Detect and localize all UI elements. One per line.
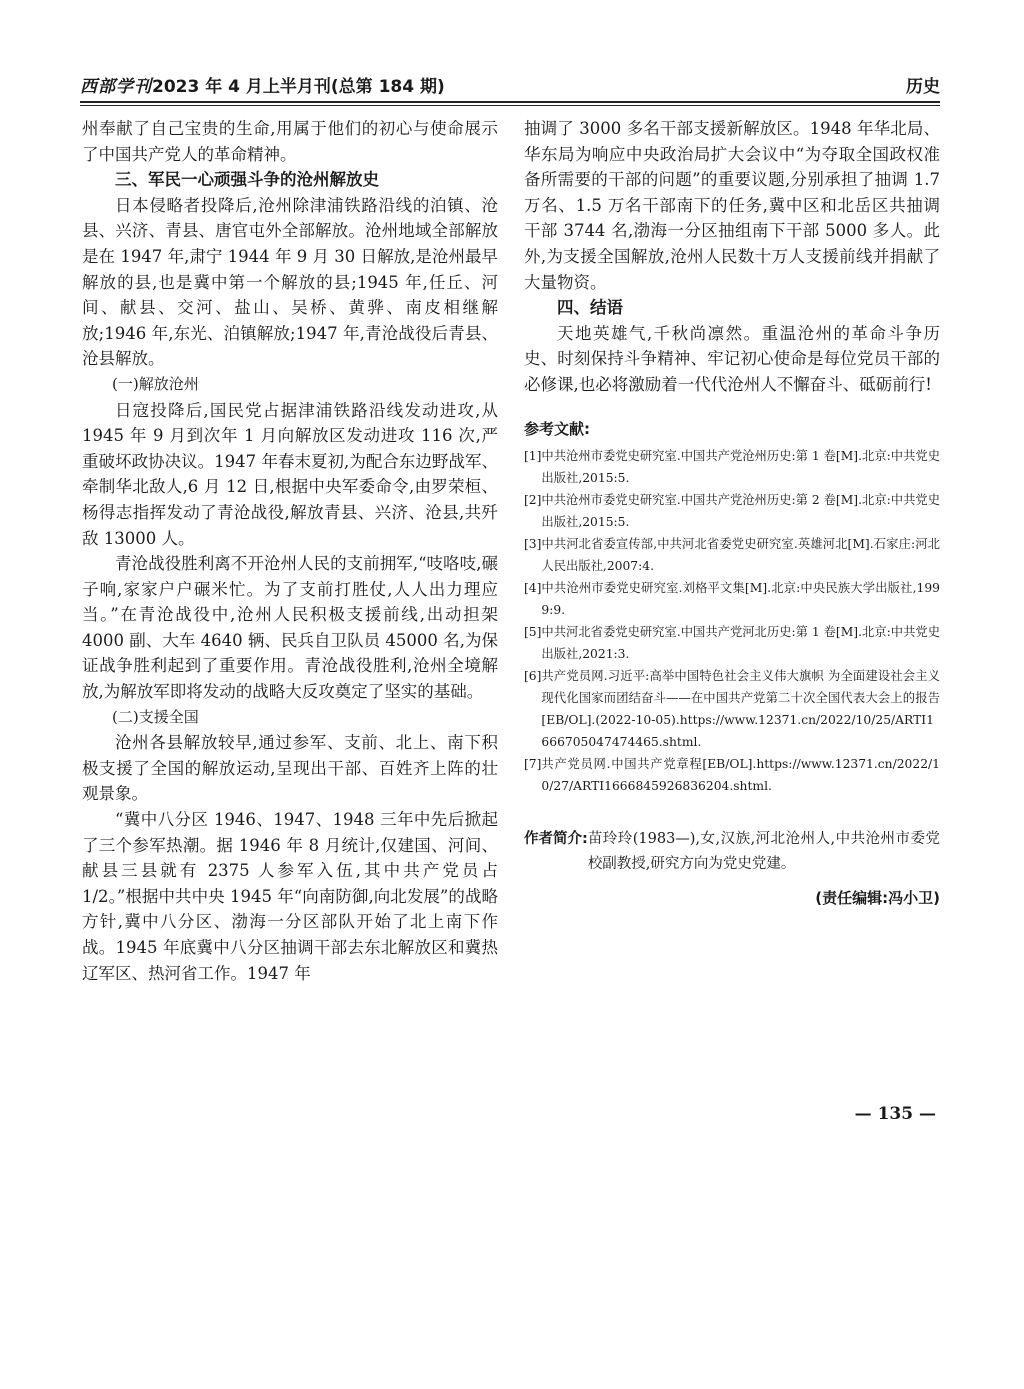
paragraph-intro: 日本侵略者投降后,沧州除津浦铁路沿线的泊镇、沧县、兴济、青县、唐官屯外全部解放。沧州地域全部解放是在 1947 年,肃宁 1944 年 9 月 30 日解放,是沧州最早解放的县,也是冀中第一个解放的县;1945 年,任丘、河间、献县、交河、盐山、吴桥、黄骅、南皮相继解放;1946 年,东光、泊镇解放;1947 年,青沧战役后青县、沧县解放。 <box>82 195 498 369</box>
header-rule-thick <box>80 101 940 103</box>
paragraph-continued: 州奉献了自己宝贵的生命,用属于他们的初心与使命展示了中国共产党人的革命精神。 <box>82 119 498 164</box>
reference-item <box>524 665 940 753</box>
reference-item <box>524 445 940 489</box>
left-column <box>82 116 498 986</box>
author-bio <box>524 827 940 877</box>
reference-text: 共产党员网.习近平:高举中国特色社会主义伟大旗帜 为全面建设社会主义现代化国家而团结奋斗——在中国共产党第二十次全国代表大会上的报告[EB/OL].(2022-10-05).https://www.12371.cn/2022/10/25/ARTI1666705047474465.shtml. <box>541 668 940 749</box>
journal-logo: 西部学刊 <box>80 77 152 97</box>
author-bio-label: 作者简介: <box>524 830 588 847</box>
reference-number: [1] <box>524 448 542 463</box>
author-bio-text: 苗玲玲(1983—),女,汉族,河北沧州人,中共沧州市委党校副教授,研究方向为党史党建。 <box>587 830 940 872</box>
reference-number: [6] <box>524 668 542 683</box>
paragraph-sub2-b: “冀中八分区 1946、1947、1948 三年中先后掀起了三个参军热潮。据 1946 年 8 月统计,仅建国、河间、献县三县就有 2375 人参军入伍,其中共产党员占 1/2。”根据中共中央 1945 年“向南防御,向北发展”的战略方针,冀中八分区、渤海一分区部队开始了北上南下作战。1945 年底冀中八分区抽调干部去东北解放区和冀热辽军区、热河省工作。1947 年 <box>82 810 498 983</box>
subsection-heading-1: (一)解放沧州 <box>112 374 199 393</box>
paragraph-continued: 抽调了 3000 多名干部支援新解放区。1948 年华北局、华东局为响应中央政治局扩大会议中“为夺取全国政权准备所需要的干部的问题”的重要议题,分别承担了抽调 1.7 万名、1.5 万名干部南下的任务,冀中区和北岳区共抽调干部 3744 名,渤海一分区抽组南下干部 5000 多人。此外,为支援全国解放,沧州人民数十万人支援前线并捐献了大量物资。 <box>524 119 940 292</box>
issue-info: 2023 年 4 月上半月刊(总第 184 期) <box>152 77 445 97</box>
subsection-heading-2: (二)支援全国 <box>112 707 199 726</box>
header-rule-thin <box>80 105 940 106</box>
paragraph-sub1-b: 青沧战役胜利离不开沧州人民的支前拥军,“吱咯吱,碾子响,家家户户碾米忙。为了支前打胜仗,人人出力理应当。”在青沧战役中,沧州人民积极支援前线,出动担架 4000 副、大车 4640 辆、民兵自卫队员 45000 名,为保证战争胜利起到了重要作用。青沧战役胜利,沧州全境解放,为解放军即将发动的战略大反攻奠定了坚实的基础。 <box>82 554 498 702</box>
right-column <box>524 116 940 908</box>
section-name: 历史 <box>906 77 940 97</box>
reference-item <box>524 489 940 533</box>
conclusion-heading: 四、结语 <box>557 298 623 318</box>
responsible-editor: (责任编辑:冯小卫) <box>815 888 940 907</box>
reference-number: [2] <box>524 492 542 507</box>
reference-number: [3] <box>524 536 542 551</box>
reference-text: 中共沧州市委党史研究室.中国共产党沧州历史:第 1 卷[M].北京:中共党史出版社,2015:5. <box>541 448 940 485</box>
reference-number: [4] <box>524 580 542 595</box>
running-header <box>80 72 940 102</box>
reference-text: 共产党员网.中国共产党章程[EB/OL].https://www.12371.cn/2022/10/27/ARTI1666845926836204.shtml. <box>541 756 940 793</box>
paragraph-conclusion: 天地英雄气,千秋尚凛然。重温沧州的革命斗争历史、时刻保持斗争精神、牢记初心使命是每位党员干部的必修课,也必将激励着一代代沧州人不懈奋斗、砥砺前行! <box>524 323 940 394</box>
reference-text: 中共沧州市委党史研究室.刘格平文集[M].北京:中央民族大学出版社,1999:9. <box>541 580 940 617</box>
paragraph-sub2-a: 沧州各县解放较早,通过参军、支前、北上、南下积极支援了全国的解放运动,呈现出干部、百姓齐上阵的壮观景象。 <box>82 733 498 804</box>
reference-item <box>524 621 940 665</box>
reference-number: [7] <box>524 756 542 771</box>
page-number: — 135 — <box>854 1104 936 1124</box>
reference-text: 中共沧州市委党史研究室.中国共产党沧州历史:第 2 卷[M].北京:中共党史出版社,2015:5. <box>541 492 940 529</box>
reference-list <box>524 445 940 797</box>
section-heading-3: 三、军民一心顽强斗争的沧州解放史 <box>115 170 379 190</box>
paragraph-sub1-a: 日寇投降后,国民党占据津浦铁路沿线发动进攻,从 1945 年 9 月到次年 1 月向解放区发动进攻 116 次,严重破坏政协决议。1947 年春末夏初,为配合东边野战军、牵制华北敌人,6 月 12 日,根据中央军委命令,由罗荣桓、杨得志指挥发动了青沧战役,解放青县、兴济、沧县,共歼敌 13000 人。 <box>82 400 498 548</box>
reference-text: 中共河北省委党史研究室.中国共产党河北历史:第 1 卷[M].北京:中共党史出版社,2021:3. <box>541 624 940 661</box>
reference-item <box>524 753 940 797</box>
reference-text: 中共河北省委宣传部,中共河北省委党史研究室.英雄河北[M].石家庄:河北人民出版社,2007:4. <box>541 536 940 573</box>
references-title: 参考文献: <box>524 419 590 438</box>
journal-title <box>80 72 445 97</box>
reference-number: [5] <box>524 624 542 639</box>
reference-item <box>524 533 940 577</box>
reference-item <box>524 577 940 621</box>
